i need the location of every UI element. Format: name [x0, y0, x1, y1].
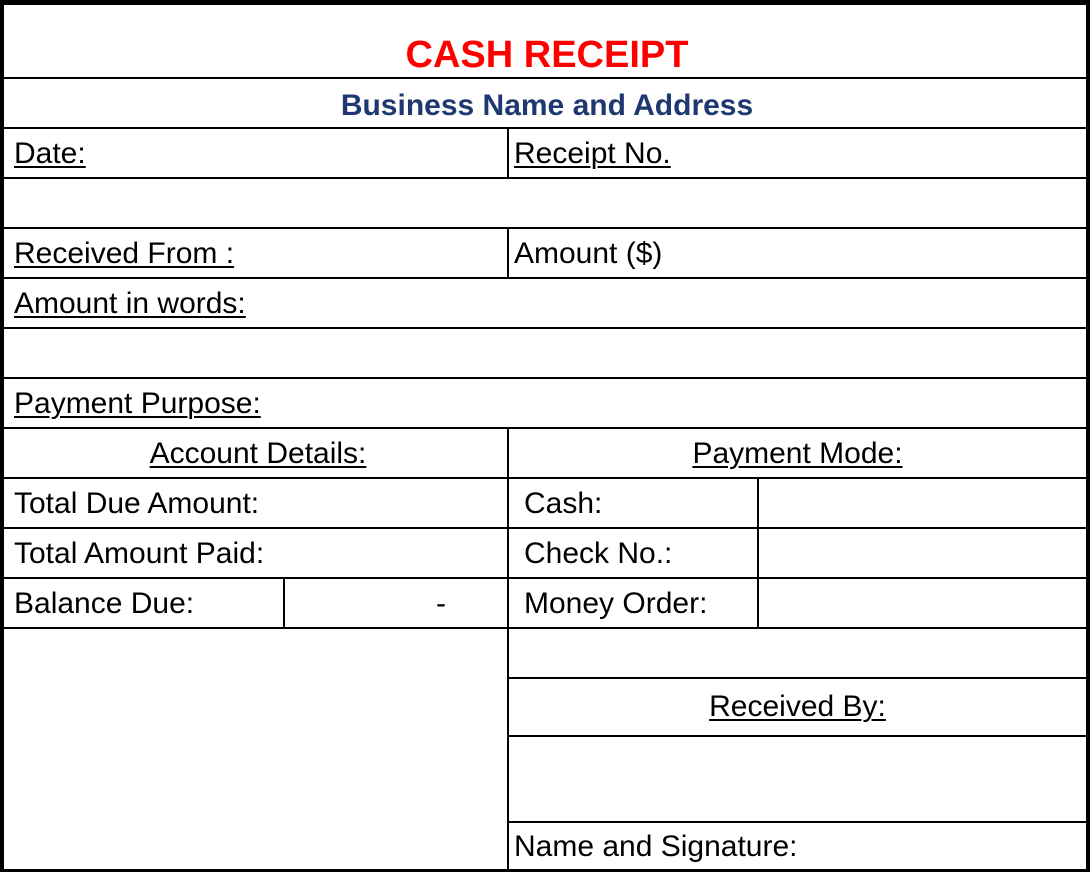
- divider: [4, 627, 1086, 629]
- divider: [4, 77, 1086, 79]
- business-name-address: Business Name and Address: [340, 89, 754, 122]
- divider: [4, 277, 1086, 279]
- cash-label: Cash:: [524, 487, 603, 520]
- total-due-amount-label: Total Due Amount:: [14, 487, 260, 520]
- divider: [757, 477, 759, 627]
- received-from-label: Received From :: [14, 237, 235, 270]
- balance-due-value: -: [436, 587, 446, 620]
- amount-words-value-row: [8, 329, 1086, 377]
- divider: [4, 227, 1086, 229]
- payment-mode-heading: Payment Mode:: [692, 437, 903, 470]
- divider: [4, 527, 1086, 529]
- divider: [4, 427, 1086, 429]
- divider: [507, 227, 509, 277]
- divider: [4, 127, 1086, 129]
- divider: [4, 377, 1086, 379]
- receipt-no-label: Receipt No.: [514, 137, 671, 170]
- divider: [4, 577, 1086, 579]
- divider: [507, 821, 1086, 823]
- date-receipt-value-row: [8, 179, 1086, 227]
- amount-in-words-label: Amount in words:: [14, 287, 246, 320]
- name-and-signature-label: Name and Signature:: [514, 830, 798, 863]
- account-details-heading: Account Details:: [149, 437, 367, 470]
- divider: [283, 577, 285, 627]
- money-order-label: Money Order:: [524, 587, 708, 620]
- received-by-label: Received By:: [709, 690, 886, 723]
- signature-area: [509, 737, 1086, 821]
- payment-purpose-label: Payment Purpose:: [14, 387, 261, 420]
- divider: [4, 477, 1086, 479]
- date-label: Date:: [14, 137, 86, 170]
- divider: [507, 127, 509, 177]
- amount-label: Amount ($): [514, 237, 663, 270]
- receipt-title: CASH RECEIPT: [405, 34, 689, 76]
- balance-due-label: Balance Due:: [14, 587, 195, 620]
- check-no-label: Check No.:: [524, 537, 673, 570]
- divider: [507, 677, 1086, 679]
- total-amount-paid-label: Total Amount Paid:: [14, 537, 265, 570]
